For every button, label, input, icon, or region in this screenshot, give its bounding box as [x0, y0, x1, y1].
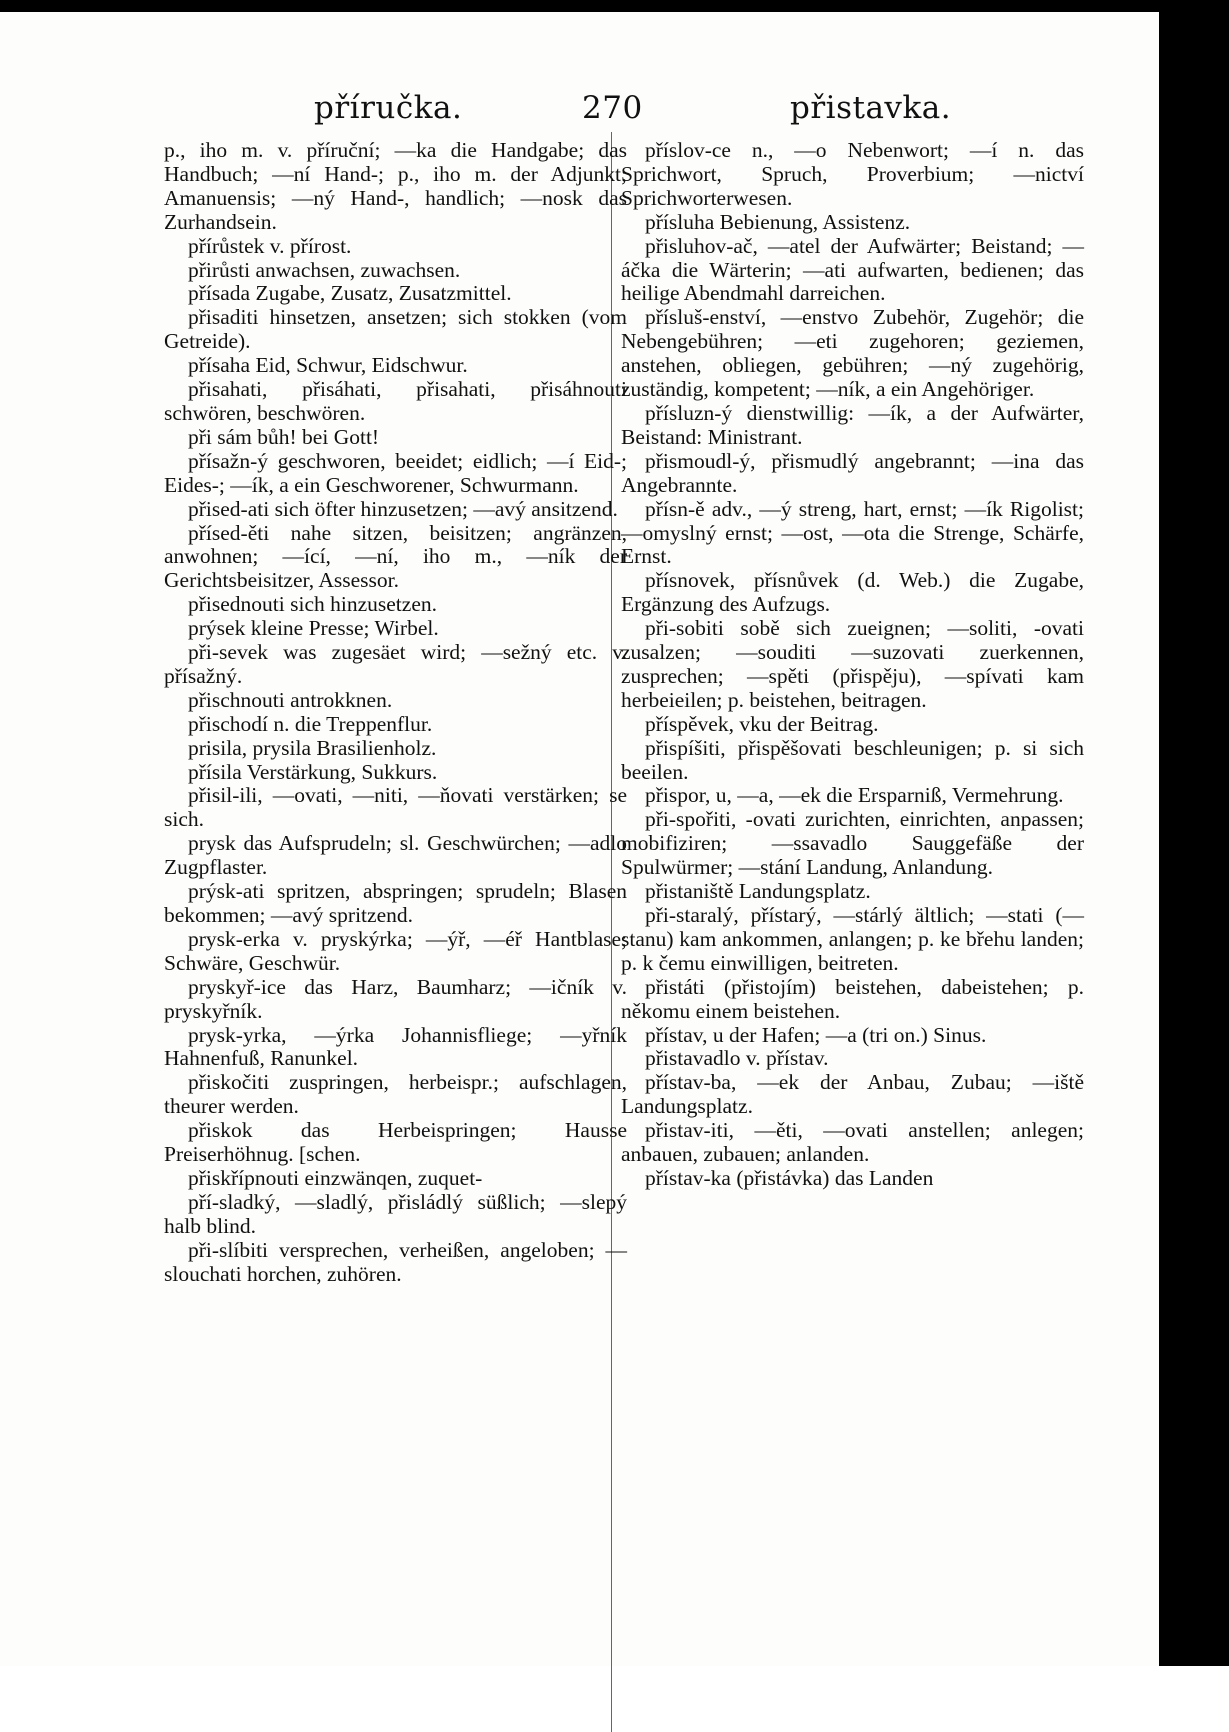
- dictionary-entry: při-spořiti, -ovati zurichten, einrichten, anpassen; mobifiziren; —ssavadlo Sauggefäße der Spulwürmer; —stání Landung, Anlandung.: [621, 807, 1084, 880]
- dictionary-entry: přistav-iti, —ěti, —ovati anstellen; anlegen; anbauen, zubauen; anlanden.: [621, 1118, 1084, 1167]
- scan-border-top: [0, 0, 1229, 12]
- dictionary-entry: přísnovek, přísnůvek (d. Web.) die Zugabe, Ergänzung des Aufzugs.: [621, 568, 1084, 617]
- dictionary-entry: přístav, u der Hafen; —a (tri on.) Sinus.: [645, 1022, 987, 1047]
- dictionary-entry: přírůstek v. přírost.: [188, 233, 352, 258]
- dictionary-entry: přiskřípnouti einzwänqen, zuquet-: [188, 1165, 483, 1190]
- dictionary-entry: přísn-ě adv., —ý streng, hart, ernst; —ík Rigolist; —omyslný ernst; —ost, —ota die Strenge, Schärfe, Ernst.: [621, 496, 1084, 569]
- dictionary-entry: přispor, u, —a, —ek die Ersparniß, Vermehrung.: [645, 783, 1064, 808]
- dictionary-entry: pryskyř-ice das Harz, Baumharz; —ičník v. pryskyřník.: [164, 974, 627, 1023]
- dictionary-entry: přísluš-enství, —enstvo Zubehör, Zugehör; die Nebengebühren; —eti zugehoren; geziemen, anstehen, obliegen, gebühren; —ný zugehörig, zuständig, kompetent; —ník, a ein Angehöriger.: [621, 305, 1084, 402]
- dictionary-entry: přísed-ěti nahe sitzen, beisitzen; angränzen, anwohnen; —ící, —ní, iho m., —ník der Gerichtsbeisitzer, Assessor.: [164, 520, 627, 593]
- dictionary-entry: prysk-erka v. pryskýrka; —ýř, —éř Hantblase; Schwäre, Geschwür.: [164, 926, 627, 975]
- dictionary-entry: přísila Verstärkung, Sukkurs.: [188, 759, 438, 784]
- dictionary-entry: prisila, prysila Brasilienholz.: [188, 735, 437, 760]
- dictionary-entry: přísluha Bebienung, Assistenz.: [645, 209, 911, 234]
- dictionary-entry: přistáti (přistojím) beistehen, dabeistehen; p. někomu einem beistehen.: [621, 974, 1084, 1023]
- dictionary-entry: pří-sladký, —sladlý, přisládlý süßlich; —slepý halb blind.: [164, 1189, 627, 1238]
- dictionary-entry: přiskočiti zuspringen, herbeispr.; aufschlagen, theurer werden.: [164, 1070, 627, 1119]
- dictionary-entry: přisil-ili, —ovati, —niti, —ňovati verstärken; se sich.: [164, 783, 627, 832]
- dictionary-entry: příslov-ce n., —o Nebenwort; —í n. das Sprichwort, Spruch, Proverbium; —nictví Sprichworterwesen.: [621, 138, 1084, 210]
- dictionary-entry: při-sevek was zugesäet wird; —sežný etc. v. přísažný.: [164, 640, 627, 688]
- dictionary-entry: prysk-yrka, —ýrka Johannisfliege; —yřník Hahnenfuß, Ranunkel.: [164, 1022, 627, 1071]
- dictionary-entry: p., iho m. v. příruční; —ka die Handgabe; das Handbuch; —ní Hand-; p., iho m. der Adjunkt; Amanuensis; —ný Hand-, handlich; —nosk das Zurhandsein.: [164, 138, 627, 234]
- right-column: [621, 139, 1084, 1191]
- dictionary-entry: při-slíbiti versprechen, verheißen, angeloben; —slouchati horchen, zuhören.: [164, 1237, 627, 1286]
- dictionary-entry: přisluhov-ač, —atel der Aufwärter; Beistand; —áčka die Wärterin; —ati aufwarten, bedienen; das heilige Abendmahl darreichen.: [621, 233, 1084, 306]
- dictionary-entry: přisahati, přisáhati, přisahati, přisáhnouti schwören, beschwören.: [164, 377, 627, 425]
- scan-border-right: [1159, 0, 1229, 1666]
- dictionary-entry: při sám bůh! bei Gott!: [188, 424, 380, 449]
- dictionary-entry: při-sobiti sobě sich zueignen; —soliti, -ovati zusalzen; —souditi —suzovati zuerkennen, zusprechen; —spěti (přispěju), —spívati kam herbeieilen; p. beistehen, beitragen.: [621, 616, 1084, 712]
- header-guide-word-right: přistavka.: [790, 90, 952, 126]
- dictionary-entry: prysk das Aufsprudeln; sl. Geschwürchen; —adlo Zugpflaster.: [164, 831, 627, 880]
- left-column: [164, 139, 627, 1287]
- dictionary-entry: přiskok das Herbeispringen; Hausse Preiserhöhnug. [schen.: [164, 1118, 627, 1167]
- dictionary-entry: přísaha Eid, Schwur, Eidschwur.: [188, 353, 468, 378]
- dictionary-entry: při-staralý, přístarý, —stárlý ältlich; —stati (—stanu) kam ankommen, anlangen; p. ke břehu landen; p. k čemu einwilligen, beitreten.: [621, 903, 1084, 975]
- dictionary-entry: přirůsti anwachsen, zuwachsen.: [188, 257, 461, 282]
- dictionary-entry: přísluzn-ý dienstwillig: —ík, a der Aufwärter, Beistand: Ministrant.: [621, 400, 1084, 449]
- dictionary-entry: přispíšiti, přispěšovati beschleunigen; p. si sich beeilen.: [621, 735, 1084, 784]
- dictionary-page: [0, 12, 1159, 1666]
- dictionary-entry: přístav-ka (přistávka) das Landen: [645, 1165, 934, 1190]
- dictionary-entry: přisednouti sich hinzusetzen.: [188, 592, 437, 617]
- dictionary-entry: prýsek kleine Presse; Wirbel.: [188, 616, 439, 641]
- dictionary-entry: přístav-ba, —ek der Anbau, Zubau; —iště Landungsplatz.: [621, 1070, 1084, 1119]
- page-number: 270: [582, 90, 643, 126]
- dictionary-entry: přisaditi hinsetzen, ansetzen; sich stokken (vom Getreide).: [164, 305, 627, 354]
- dictionary-entry: příspěvek, vku der Beitrag.: [645, 711, 879, 736]
- dictionary-entry: přismoudl-ý, přismudlý angebrannt; —ina das Angebrannte.: [621, 448, 1084, 497]
- dictionary-entry: prýsk-ati spritzen, abspringen; sprudeln; Blasen bekommen; —avý spritzend.: [164, 879, 627, 927]
- dictionary-entry: přischodí n. die Treppenflur.: [188, 711, 433, 736]
- dictionary-entry: přised-ati sich öfter hinzusetzen; —avý ansitzend.: [188, 496, 618, 521]
- dictionary-entry: přísažn-ý geschworen, beeidet; eidlich; —í Eid-; Eides-; —ík, a ein Geschworener, Schwurmann.: [164, 448, 627, 497]
- header-guide-word-left: příručka.: [314, 90, 463, 126]
- dictionary-entry: přistaniště Landungsplatz.: [645, 879, 871, 904]
- dictionary-entry: přísada Zugabe, Zusatz, Zusatzmittel.: [188, 281, 512, 306]
- dictionary-entry: přischnouti antrokknen.: [188, 687, 393, 712]
- dictionary-entry: přistavadlo v. přístav.: [645, 1046, 829, 1071]
